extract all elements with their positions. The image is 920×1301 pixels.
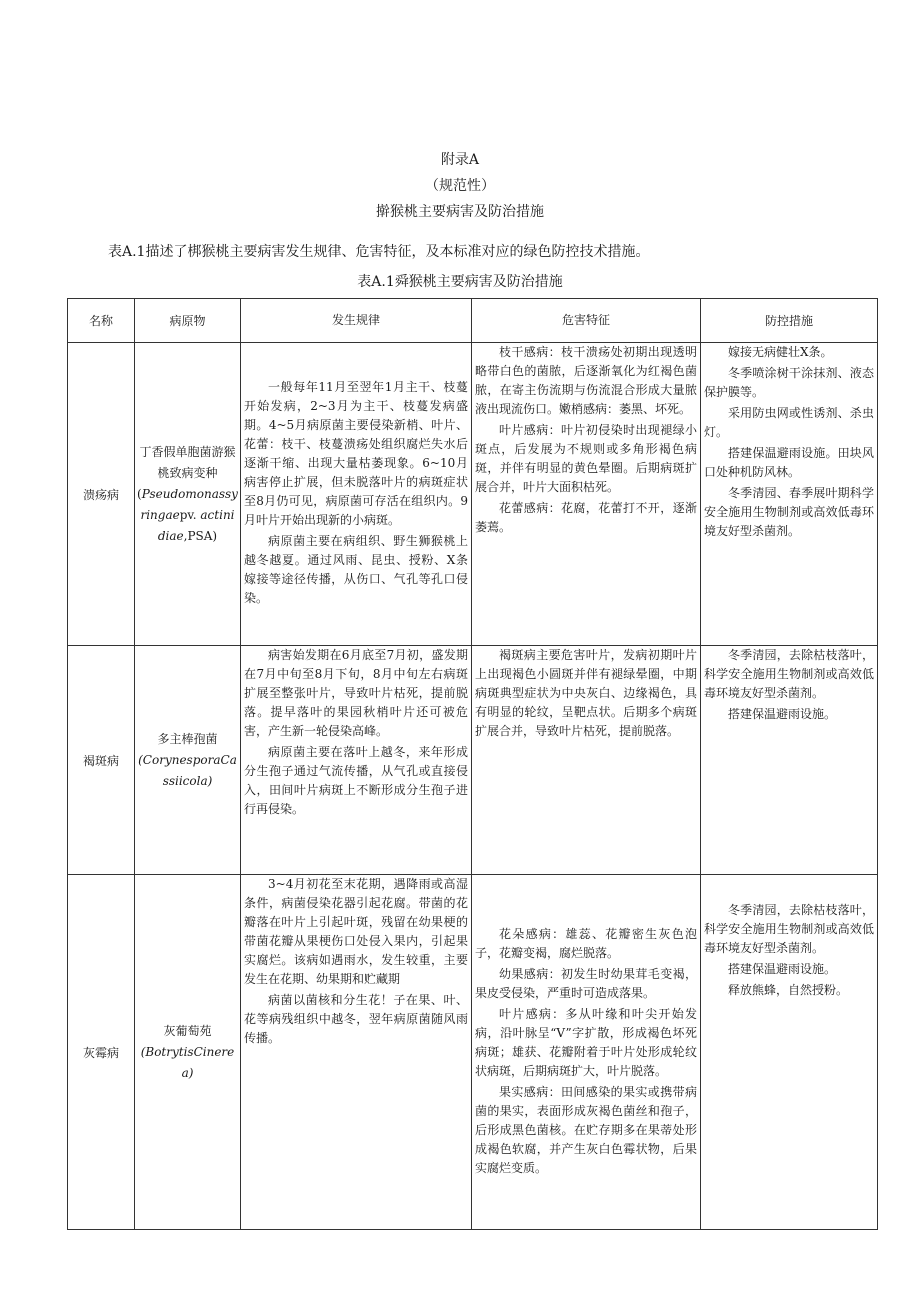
pathogen-cn: 丁香假单胞菌游猴桃致病变种 xyxy=(139,444,236,480)
symptom-paragraph: 花蕾感病：花腐，花蕾打不开，逐渐萎蔫。 xyxy=(475,501,697,534)
control-cell xyxy=(701,343,878,646)
occurrence-paragraph: 病菌以菌核和分生花！子在果、叶、花等病残组织中越冬，翌年病原菌随风雨传播。 xyxy=(244,993,468,1045)
disease-name: 褐斑病 xyxy=(68,646,135,875)
control-item: 冬季喷涂树干涂抹剂、液态保护膜等。 xyxy=(704,366,874,399)
control-item: 冬季清园，去除枯枝落叶，科学安全施用生物制剂或高效低毒环境友好型杀菌剂。 xyxy=(704,648,874,700)
occurrence-paragraph: 病原菌主要在落叶上越冬，来年形成分生孢子通过气流传播，从气孔或直接侵入，田间叶片病斑上不断形成分生孢子进行再侵染。 xyxy=(244,745,468,816)
occurrence-paragraph: 病原菌主要在病组织、野生狮猴桃上越冬越夏。通过风雨、昆虫、授粉、X条嫁接等途径传播，从伤口、气孔等孔口侵染。 xyxy=(244,534,468,605)
intro-paragraph: 表A.1描述了梆猴桃主要病害发生规律、危害特征，及本标准对应的绿色防控技术措施。 xyxy=(108,244,650,260)
symptom-paragraph: 枝干感病：枝干溃疡处初期出现透明略带白色的菌脓，后逐渐氧化为红褐色菌脓，在寄主伤流期与伤流混合形成大量脓液出现流伤口。嫩梢感病：萎黑、坏死。 xyxy=(475,345,697,416)
pathogen-cell xyxy=(135,343,241,646)
col-header-name: 名称 xyxy=(68,299,135,343)
col-header-symptoms: 危害特征 xyxy=(472,299,701,343)
table-row xyxy=(68,343,878,646)
table-row xyxy=(68,875,878,1230)
table-caption: 表A.1舜猴桃主要病害及防治措施 xyxy=(357,274,563,290)
pathogen-cn: 多主棒孢菌 xyxy=(157,731,218,746)
symptoms-cell xyxy=(472,646,701,875)
pathogen-tail: ,PSA) xyxy=(183,528,218,543)
occurrence-paragraph: 一般每年11月至翌年1月主干、枝蔓开始发病，2~3月为主干、枝蔓发病盛期。4~5月病原菌主要侵染新梢、叶片、花蕾：枝干、枝蔓溃疡处组织腐烂失水后逐渐干缩、出现大量枯萎现象。6~10月病害停止扩展，但未脱落叶片的病斑症状至8月仍可见，病原菌可存活在组织内。9月叶片开始出现新的小病斑。 xyxy=(244,380,468,527)
pathogen-latin2: actinidiae xyxy=(157,507,235,543)
disease-table xyxy=(67,298,878,1230)
symptom-paragraph: 果实感病：田间感染的果实或携带病菌的果实，表面形成灰褐色菌丝和孢子，后形成黑色菌核。在贮存期多在果蒂处形成褐色软腐，并产生灰白色霉状物，后果实腐烂变质。 xyxy=(475,1084,697,1175)
symptom-paragraph: 叶片感病：多从叶缘和叶尖开始发病，沿叶脉呈“V”字扩散，形成褐色坏死病斑；雄获、花瓣附着于叶片处形成轮纹状病斑，后期病斑扩大，叶片脱落。 xyxy=(475,1006,697,1078)
pathogen-latin: Pseudomonassyringae xyxy=(140,486,238,522)
control-item: 冬季清园、春季展叶期科学安全施用生物制剂或高效低毒环境友好型杀菌剂。 xyxy=(704,486,874,538)
pathogen-cn: 灰葡萄苑 xyxy=(163,1023,212,1038)
symptom-paragraph: 花朵感病：雄蕊、花瓣密生灰色泡子，花瓣变褐，腐烂脱落。 xyxy=(475,926,697,960)
header-row xyxy=(68,299,878,343)
appendix-nature: （规范性） xyxy=(425,178,495,194)
control-cell xyxy=(701,875,878,1230)
control-item: 搭建保温避雨设施。田块风口处种机防风林。 xyxy=(704,446,874,479)
pathogen-latin: (CorynesporaCassiicola) xyxy=(138,752,237,788)
disease-name: 溃疡病 xyxy=(68,343,135,646)
table-row xyxy=(68,646,878,875)
control-item: 释放熊蜂，自然授粉。 xyxy=(728,983,849,997)
disease-name: 灰霉病 xyxy=(68,875,135,1230)
col-header-occurrence: 发生规律 xyxy=(241,299,472,343)
appendix-subtitle: 擀猴桃主要病害及防治措施 xyxy=(376,204,544,220)
pathogen-cell xyxy=(135,646,241,875)
occurrence-cell xyxy=(241,646,472,875)
control-item: 嫁接无病健壮X条。 xyxy=(728,345,833,359)
pathogen-latin-line: (Pseudomonassyringaepv. actinidiae,PSA) xyxy=(137,486,238,543)
pathogen-latin: (BotrytisCinerea) xyxy=(140,1044,235,1080)
occurrence-paragraph: 病害始发期在6月底至7月初，盛发期在7月中旬至8月下旬，8月中旬左右病斑扩展至整张叶片，导致叶片枯死，提前脱落。提早落叶的果园秋梢叶片还可被危害，产生新一轮侵染高峰。 xyxy=(244,648,468,738)
col-header-control: 防控措施 xyxy=(701,299,878,343)
symptoms-cell xyxy=(472,343,701,646)
symptoms-cell xyxy=(472,875,701,1230)
occurrence-paragraph: 3~4月初花至末花期，遇降雨或高湿条件，病菌侵染花器引起花腐。带菌的花瓣落在叶片上引起叶斑，残留在幼果梗的带菌花瓣从果梗伤口处侵入果内，引起果实腐烂。该病如遇雨水，发生较重，主要发生在花期、幼果期和贮藏期 xyxy=(244,877,468,986)
control-item: 冬季清园，去除枯枝落叶，科学安全施用生物制剂或高效低毒环境友好型杀菌剂。 xyxy=(704,903,874,955)
symptom-paragraph: 幼果感病：初发生时幼果茸毛变褐，果皮受侵染，严重时可造成落果。 xyxy=(475,966,697,1000)
symptom-paragraph: 褐斑病主要危害叶片，发病初期叶片上出现褐色小圆斑并伴有褪绿晕圈，中期病斑典型症状为中央灰白、边缘褐色，具有明显的轮纹，呈靶点状。后期多个病斑扩展合并，导致叶片枯死，提前脱落。 xyxy=(475,648,697,738)
occurrence-cell xyxy=(241,875,472,1230)
pathogen-pv: pv. xyxy=(179,507,197,522)
pathogen-cell xyxy=(135,875,241,1230)
control-cell xyxy=(701,646,878,875)
control-item: 采用防虫网或性诱剂、杀虫灯。 xyxy=(704,406,874,439)
appendix-title: 附录A xyxy=(440,152,480,168)
symptom-paragraph: 叶片感病：叶片初侵染时出现褪绿小斑点，后发展为不规则或多角形褐色病斑，并伴有明显的黄色晕圈。后期病斑扩展合并，叶片大面积枯死。 xyxy=(475,423,697,494)
control-item: 搭建保温避雨设施。 xyxy=(728,707,837,721)
occurrence-cell xyxy=(241,343,472,646)
col-header-pathogen: 病原物 xyxy=(135,299,241,343)
control-item: 搭建保温避雨设施。 xyxy=(728,962,837,976)
